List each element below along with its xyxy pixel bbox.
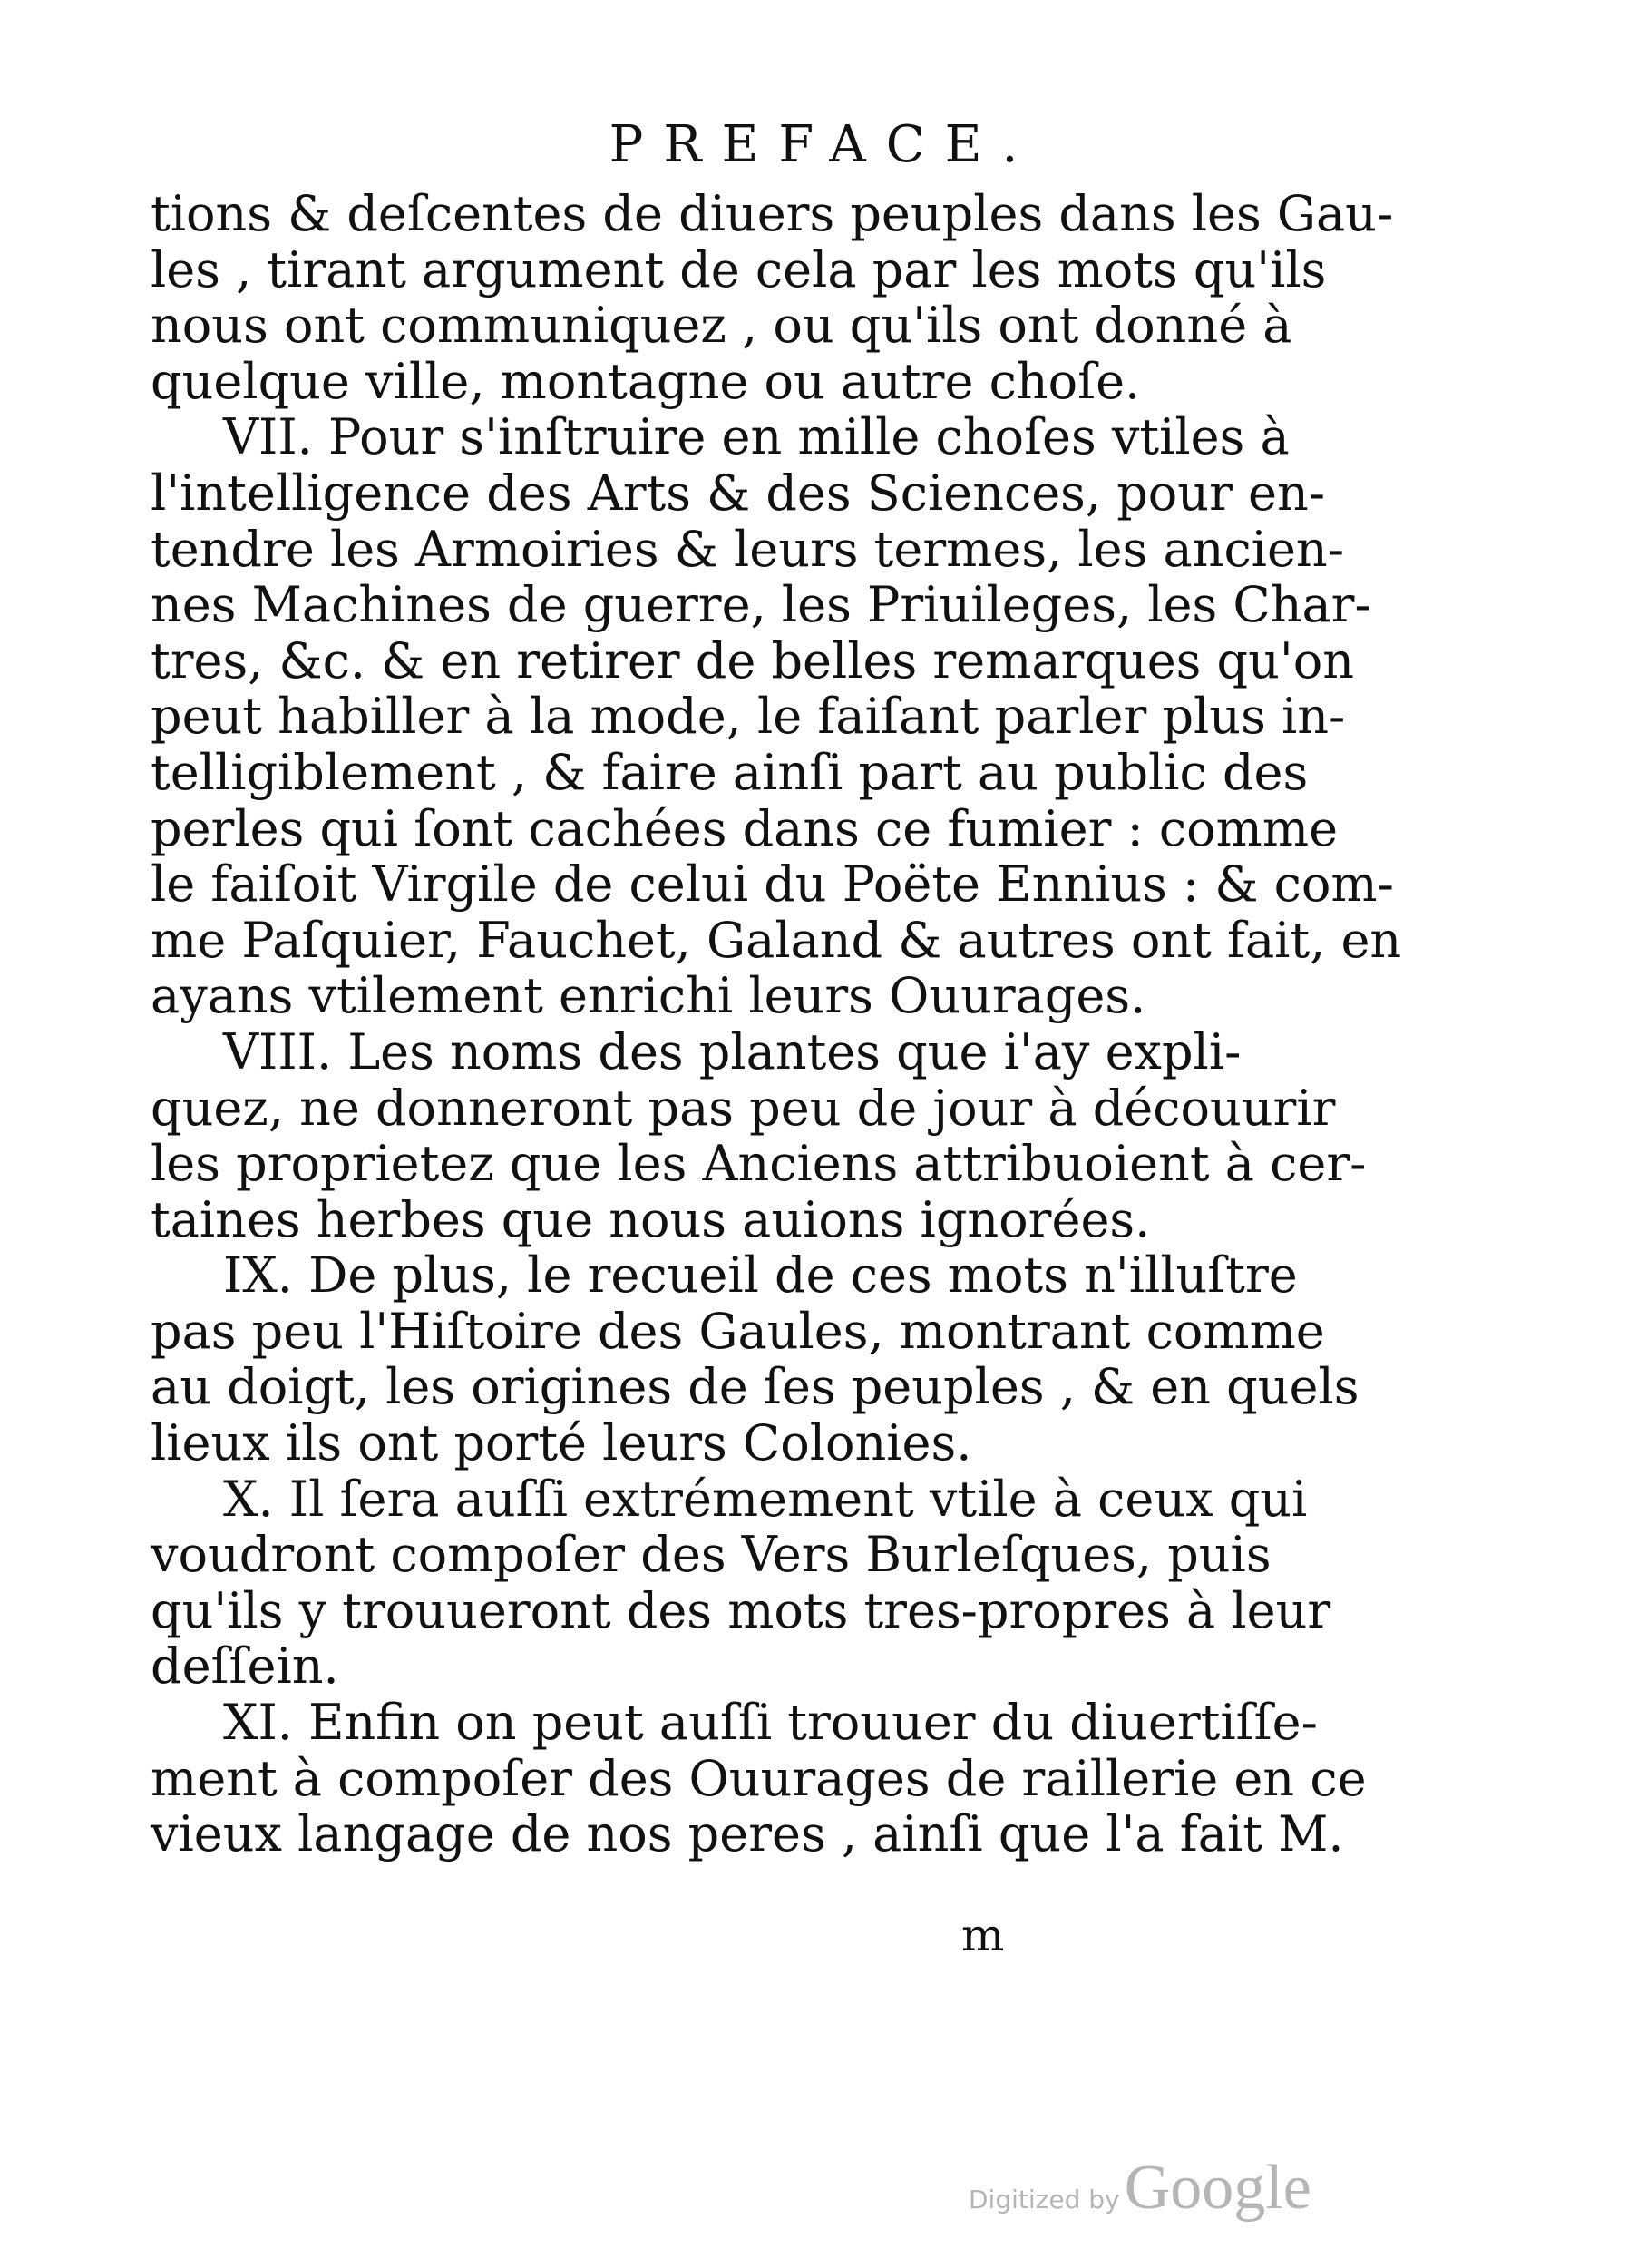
- text-line: pas peu l'Hiſtoire des Gaules, montrant comme: [151, 1302, 1325, 1360]
- text-line: nes Machines de guerre, les Priuileges, les Char-: [151, 576, 1371, 634]
- watermark-prefix: Digitized by: [969, 2185, 1120, 2214]
- paragraph-start-line: VII. Pour s'inſtruire en mille choſes vtiles à: [223, 408, 1290, 466]
- catchword: m: [961, 1909, 1005, 1961]
- body-text: [151, 185, 1402, 1863]
- paragraph-start-line: IX. De plus, le recueil de ces mots n'illuſtre: [223, 1246, 1298, 1305]
- text-line: voudront compoſer des Vers Burleſques, puis: [151, 1526, 1272, 1584]
- page-header: PREFACE.: [609, 115, 1038, 174]
- text-line: quez, ne donneront pas peu de jour à découurir: [151, 1079, 1336, 1137]
- text-line: telligiblement , & faire ainſi part au public des: [151, 743, 1309, 801]
- text-line: quelque ville, montagne ou autre choſe.: [151, 352, 1141, 410]
- paragraph-start-line: VIII. Les noms des plantes que i'ay expli-: [223, 1022, 1242, 1080]
- text-line: l'intelligence des Arts & des Sciences, pour en-: [151, 464, 1326, 522]
- text-line: vieux langage de nos peres , ainſi que l'a fait M.: [151, 1805, 1344, 1863]
- digitized-watermark: [969, 2152, 1311, 2224]
- paragraph-start-line: X. Il ſera auſſi extrémement vtile à ceux qui: [223, 1470, 1308, 1528]
- text-line: les , tirant argument de cela par les mots qu'ils: [151, 240, 1327, 298]
- text-line: peut habiller à la mode, le faiſant parler plus in-: [151, 688, 1346, 746]
- text-line: tions & deſcentes de diuers peuples dans les Gau-: [151, 185, 1394, 242]
- watermark-brand: Google: [1124, 2153, 1311, 2223]
- text-line: deſſein.: [151, 1637, 339, 1696]
- text-line: ayans vtilement enrichi leurs Ouurages.: [151, 967, 1146, 1025]
- text-line: perles qui ſont cachées dans ce fumier : comme: [151, 799, 1339, 857]
- paragraph-start-line: XI. Enfin on peut auſſi trouuer du diuertiſſe-: [223, 1694, 1318, 1752]
- text-line: taines herbes que nous auions ignorées.: [151, 1190, 1151, 1248]
- text-line: qu'ils y trouueront des mots tres-propres à leur: [151, 1581, 1331, 1639]
- text-line: ment à compoſer des Ouurages de raillerie en ce: [151, 1749, 1367, 1807]
- text-line: les proprietez que les Anciens attribuoient à cer-: [151, 1135, 1367, 1193]
- text-line: lieux ils ont porté leurs Colonies.: [151, 1414, 972, 1472]
- text-line: tendre les Armoiries & leurs termes, les ancien-: [151, 520, 1344, 578]
- text-line: au doigt, les origines de ſes peuples , & en quels: [151, 1358, 1360, 1416]
- text-line: le faiſoit Virgile de celui du Poëte Ennius : & com-: [151, 855, 1394, 914]
- text-line: nous ont communiquez , ou qu'ils ont donné à: [151, 297, 1292, 355]
- text-line: tres, &c. & en retirer de belles remarques qu'on: [151, 631, 1355, 689]
- text-line: me Paſquier, Fauchet, Galand & autres ont fait, en: [151, 911, 1402, 969]
